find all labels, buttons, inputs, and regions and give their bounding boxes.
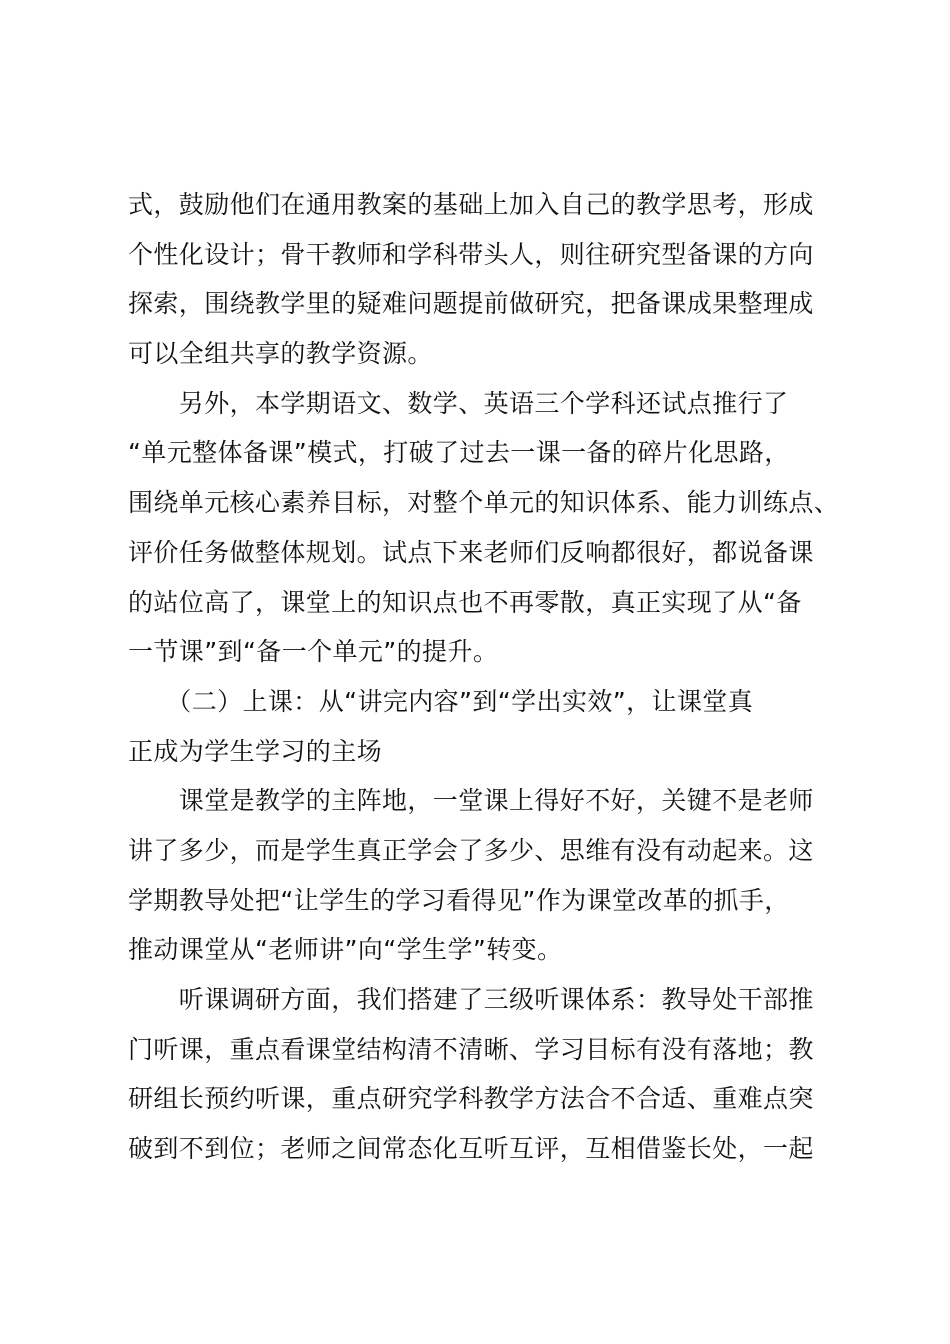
paragraph-start-line: 听课调研方面，我们搭建了三级听课体系：教导处干部推 — [128, 985, 814, 1014]
text-line: 的站位高了，课堂上的知识点也不再零散，真正实现了从“备 — [128, 587, 802, 617]
text-line: 个性化设计；骨干教师和学科带头人，则往研究型备课的方向 — [128, 239, 814, 269]
document-body — [128, 180, 840, 1174]
text-line: 式，鼓励他们在通用教案的基础上加入自己的教学思考，形成 — [128, 190, 814, 219]
text-line: 推动课堂从“老师讲”向“学生学”转变。 — [128, 935, 563, 965]
section-heading: （二）上课：从“讲完内容”到“学出实效”，让课堂真 — [128, 686, 754, 716]
text-line: 评价任务做整体规划。试点下来老师们反响都很好，都说备课 — [128, 537, 814, 567]
paragraph-start-line: 另外，本学期语文、数学、英语三个学科还试点推行了 — [128, 388, 789, 418]
text-line: 破到不到位；老师之间常态化互听互评，互相借鉴长处，一起 — [128, 1134, 814, 1164]
section-heading: 正成为学生学习的主场 — [128, 736, 383, 766]
paragraph-start-line: 课堂是教学的主阵地，一堂课上得好不好，关键不是老师 — [128, 786, 814, 816]
text-line: 围绕单元核心素养目标，对整个单元的知识体系、能力训练点、 — [128, 488, 840, 518]
text-line: 学期教导处把“让学生的学习看得见”作为课堂改革的抓手， — [128, 885, 790, 915]
text-line: 讲了多少，而是学生真正学会了多少、思维有没有动起来。这 — [128, 835, 814, 865]
text-line: 一节课”到“备一个单元”的提升。 — [128, 637, 499, 667]
text-line: 研组长预约听课，重点研究学科教学方法合不合适、重难点突 — [128, 1084, 814, 1114]
text-line: 探索，围绕教学里的疑难问题提前做研究，把备课成果整理成 — [128, 289, 814, 319]
text-line: “单元整体备课”模式，打破了过去一课一备的碎片化思路， — [128, 438, 790, 468]
text-line: 门听课，重点看课堂结构清不清晰、学习目标有没有落地；教 — [128, 1034, 814, 1064]
text-line: 可以全组共享的教学资源。 — [128, 339, 433, 369]
